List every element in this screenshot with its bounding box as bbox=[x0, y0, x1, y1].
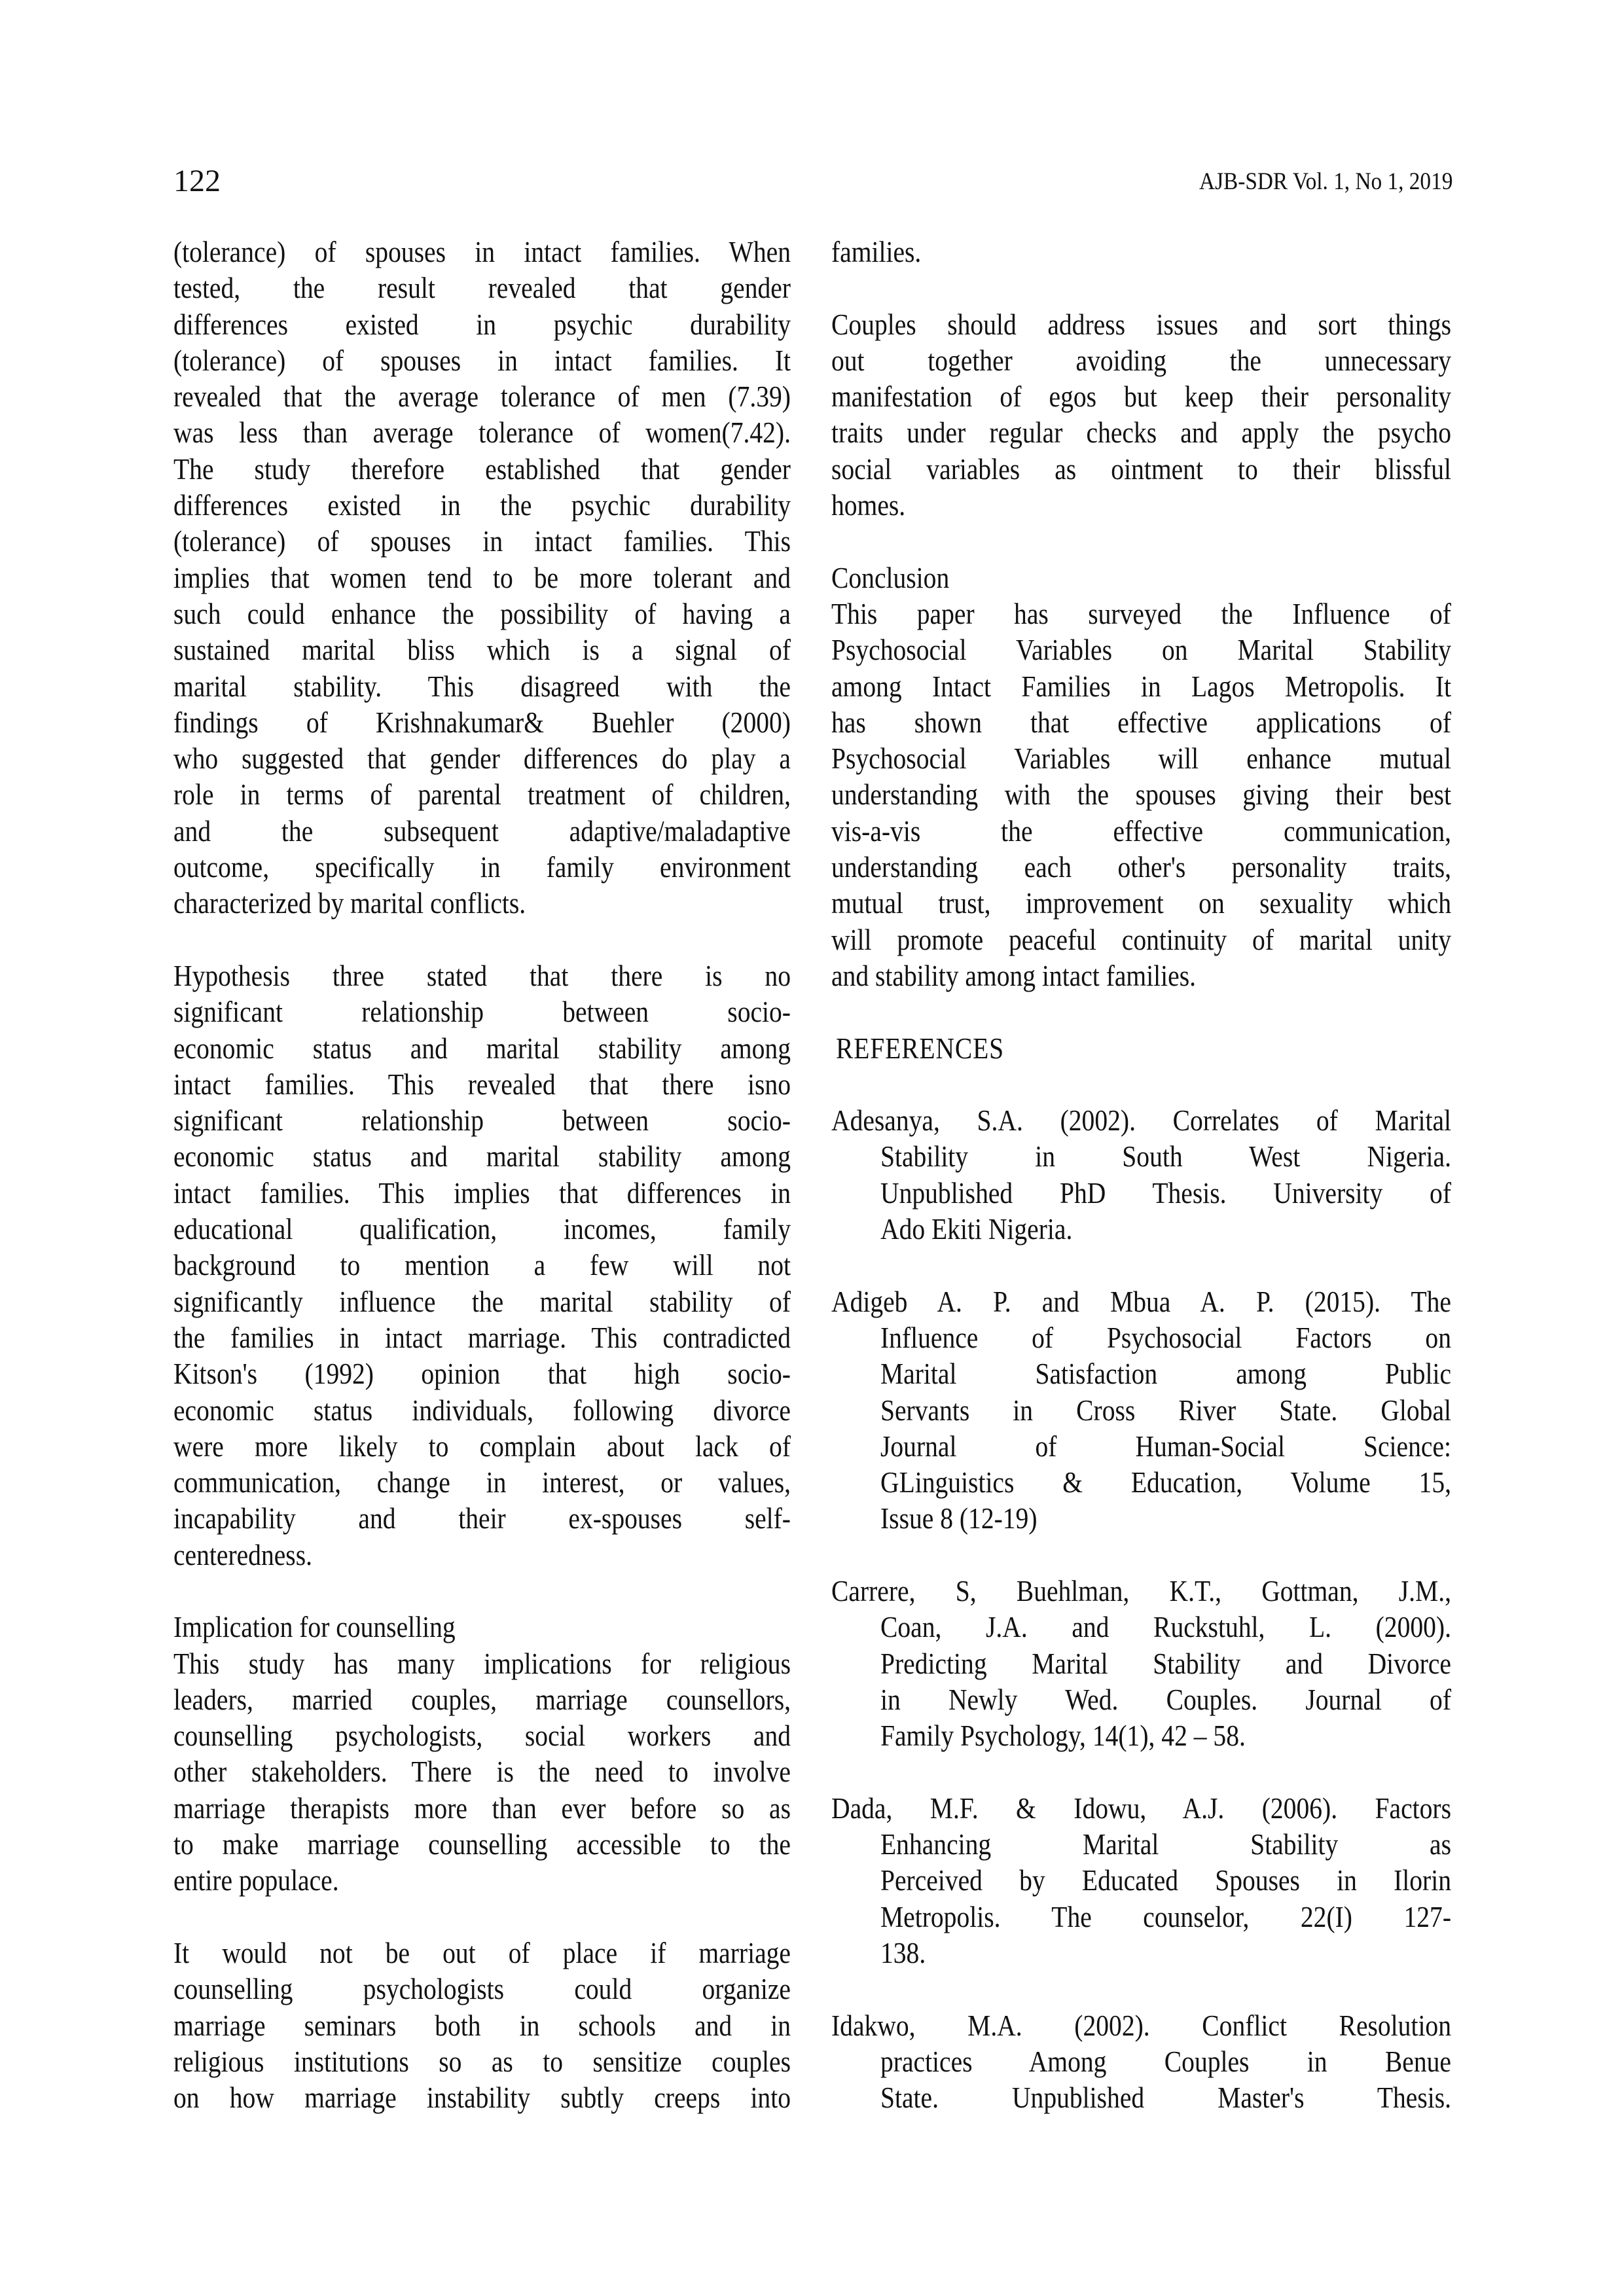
text-line: will promote peaceful continuity of marital unity bbox=[831, 922, 1451, 956]
section-heading-implication: Implication for counselling bbox=[173, 1610, 456, 1644]
paragraph-couples bbox=[831, 306, 1451, 524]
references-heading: REFERENCES bbox=[836, 1031, 1004, 1065]
text-line: vis-a-vis the effective communication, bbox=[831, 814, 1451, 848]
text-line: differences existed in psychic durability bbox=[173, 307, 791, 341]
paragraph-spacer bbox=[173, 1899, 791, 1935]
text-line: revealed that the average tolerance of men (7.39) bbox=[173, 380, 791, 414]
text-line: communication, change in interest, or values, bbox=[173, 1465, 791, 1499]
reference-line: Adesanya, S.A. (2002). Correlates of Marital bbox=[831, 1103, 1451, 1138]
text-line: the families in intact marriage. This contradicted bbox=[173, 1320, 791, 1354]
reference-line: practices Among Couples in Benue bbox=[880, 2044, 1451, 2078]
text-line: leaders, married couples, marriage counsellors, bbox=[173, 1682, 791, 1716]
text-line: significantly influence the marital stability of bbox=[173, 1284, 791, 1318]
text-line: economic status individuals, following divorce bbox=[173, 1393, 791, 1427]
text-line: entire populace. bbox=[173, 1863, 339, 1897]
paragraph-seminars bbox=[173, 1935, 791, 2115]
text-line: sustained marital bliss which is a signal of bbox=[173, 633, 791, 667]
text-line: findings of Krishnakumar& Buehler (2000) bbox=[173, 705, 791, 739]
text-line: Hypothesis three stated that there is no bbox=[173, 958, 791, 992]
text-line: religious institutions so as to sensitize couples bbox=[173, 2044, 791, 2078]
reference-line: Ado Ekiti Nigeria. bbox=[880, 1212, 1073, 1246]
text-line: This paper has surveyed the Influence of bbox=[831, 596, 1451, 630]
reference-line: Dada, M.F. & Idowu, A.J. (2006). Factors bbox=[831, 1791, 1451, 1825]
text-line: marriage seminars both in schools and in bbox=[173, 2008, 791, 2042]
reference-entry bbox=[831, 1283, 1451, 1537]
left-column bbox=[173, 234, 791, 2115]
text-line: understanding each other's personality traits, bbox=[831, 850, 1451, 884]
text-line: mutual trust, improvement on sexuality which bbox=[831, 886, 1451, 920]
reference-line: Journal of Human-Social Science: bbox=[880, 1429, 1451, 1463]
text-line: Psychosocial Variables on Marital Stability bbox=[831, 633, 1451, 667]
text-line: economic status and marital stability among bbox=[173, 1031, 791, 1065]
text-line: intact families. This implies that differences in bbox=[173, 1175, 791, 1210]
text-line: manifestation of egos but keep their personality bbox=[831, 380, 1451, 414]
reference-entry bbox=[831, 1790, 1451, 1971]
reference-line: Enhancing Marital Stability as bbox=[880, 1827, 1451, 1861]
text-line: centeredness. bbox=[173, 1537, 312, 1571]
reference-line: Idakwo, M.A. (2002). Conflict Resolution bbox=[831, 2008, 1451, 2042]
text-line: homes. bbox=[831, 488, 906, 522]
reference-line: Servants in Cross River State. Global bbox=[880, 1393, 1451, 1427]
paragraph-spacer bbox=[173, 922, 791, 958]
reference-line: Metropolis. The counselor, 22(I) 127- bbox=[880, 1899, 1451, 1933]
reference-entry bbox=[831, 1102, 1451, 1247]
reference-line: Unpublished PhD Thesis. University of bbox=[880, 1175, 1451, 1210]
text-line: who suggested that gender differences do play a bbox=[173, 742, 791, 776]
text-line: on how marriage instability subtly creeps into bbox=[173, 2081, 791, 2115]
text-line: social variables as ointment to their blissful bbox=[831, 452, 1451, 486]
reference-entry bbox=[831, 2007, 1451, 2116]
text-line: and the subsequent adaptive/maladaptive bbox=[173, 814, 791, 848]
running-head: AJB-SDR Vol. 1, No 1, 2019 bbox=[1199, 168, 1453, 195]
text-line: significant relationship between socio- bbox=[173, 1103, 791, 1138]
text-line: Psychosocial Variables will enhance mutual bbox=[831, 742, 1451, 776]
reference-line: Predicting Marital Stability and Divorce bbox=[880, 1646, 1451, 1680]
text-line: It would not be out of place if marriage bbox=[173, 1935, 791, 1969]
reference-line: Carrere, S, Buehlman, K.T., Gottman, J.M., bbox=[831, 1573, 1451, 1607]
text-line: marriage therapists more than ever before so as bbox=[173, 1791, 791, 1825]
text-line: background to mention a few will not bbox=[173, 1248, 791, 1282]
text-line: to make marriage counselling accessible to the bbox=[173, 1827, 791, 1861]
reference-line: Influence of Psychosocial Factors on bbox=[880, 1320, 1451, 1354]
text-line: has shown that effective applications of bbox=[831, 705, 1451, 739]
text-line: incapability and their ex-spouses self- bbox=[173, 1501, 791, 1535]
paragraph-spacer bbox=[831, 270, 1451, 306]
text-line: intact families. This revealed that there isno bbox=[173, 1067, 791, 1101]
paragraph-tolerance bbox=[173, 234, 791, 922]
paragraph-implication bbox=[173, 1645, 791, 1899]
text-line: (tolerance) of spouses in intact families. This bbox=[173, 524, 791, 558]
paragraph-conclusion bbox=[831, 596, 1451, 994]
paragraph-spacer bbox=[831, 1753, 1451, 1789]
text-line: counselling psychologists could organize bbox=[173, 1972, 791, 2006]
text-line: understanding with the spouses giving their best bbox=[831, 778, 1451, 812]
text-line: This study has many implications for religious bbox=[173, 1646, 791, 1680]
text-line: such could enhance the possibility of having a bbox=[173, 596, 791, 630]
paragraph-spacer bbox=[831, 1066, 1451, 1102]
text-line: significant relationship between socio- bbox=[173, 995, 791, 1029]
text-line: out together avoiding the unnecessary bbox=[831, 343, 1451, 377]
reference-line: Issue 8 (12-19) bbox=[880, 1501, 1038, 1535]
reference-line: Adigeb A. P. and Mbua A. P. (2015). The bbox=[831, 1284, 1451, 1318]
paragraph-spacer bbox=[173, 1573, 791, 1609]
reference-line: in Newly Wed. Couples. Journal of bbox=[880, 1682, 1451, 1716]
reference-line: Stability in South West Nigeria. bbox=[880, 1139, 1451, 1174]
text-line: implies that women tend to be more tolerant and bbox=[173, 560, 791, 594]
paragraph-spacer bbox=[831, 1247, 1451, 1283]
reference-line: Marital Satisfaction among Public bbox=[880, 1357, 1451, 1391]
paragraph-spacer bbox=[831, 523, 1451, 559]
reference-line: 138. bbox=[880, 1935, 926, 1969]
page-number: 122 bbox=[173, 164, 221, 198]
text-line: counselling psychologists, social workers and bbox=[173, 1719, 791, 1753]
text-line: outcome, specifically in family environment bbox=[173, 850, 791, 884]
text-line: role in terms of parental treatment of children, bbox=[173, 778, 791, 812]
text-line: (tolerance) of spouses in intact families. When bbox=[173, 235, 791, 268]
text-line: marital stability. This disagreed with the bbox=[173, 669, 791, 703]
reference-line: GLinguistics & Education, Volume 15, bbox=[880, 1465, 1451, 1499]
text-line: tested, the result revealed that gender bbox=[173, 271, 791, 305]
paragraph-spacer bbox=[831, 994, 1451, 1030]
reference-line: Family Psychology, 14(1), 42 – 58. bbox=[880, 1719, 1246, 1753]
paragraph-spacer bbox=[831, 1971, 1451, 2007]
text-line: (tolerance) of spouses in intact families. It bbox=[173, 343, 791, 377]
text-line: Couples should address issues and sort things bbox=[831, 307, 1451, 341]
reference-line: Coan, J.A. and Ruckstuhl, L. (2000). bbox=[880, 1610, 1451, 1644]
text-line: among Intact Families in Lagos Metropolis. It bbox=[831, 669, 1451, 703]
text-line: differences existed in the psychic durability bbox=[173, 488, 791, 522]
reference-line: Perceived by Educated Spouses in Ilorin bbox=[880, 1863, 1451, 1897]
text-line: traits under regular checks and apply the psycho bbox=[831, 416, 1451, 450]
text-line: families. bbox=[831, 235, 922, 268]
right-column bbox=[831, 234, 1451, 2115]
text-line: characterized by marital conflicts. bbox=[173, 886, 526, 920]
reference-entry bbox=[831, 1573, 1451, 1753]
text-line: and stability among intact families. bbox=[831, 958, 1197, 992]
paragraph-hypothesis bbox=[173, 958, 791, 1573]
text-line: Kitson's (1992) opinion that high socio- bbox=[173, 1357, 791, 1391]
text-line: were more likely to complain about lack of bbox=[173, 1429, 791, 1463]
paragraph-spacer bbox=[831, 1537, 1451, 1573]
text-line: economic status and marital stability among bbox=[173, 1139, 791, 1174]
section-heading-conclusion: Conclusion bbox=[831, 560, 950, 594]
text-line: The study therefore established that gender bbox=[173, 452, 791, 486]
reference-line: State. Unpublished Master's Thesis. bbox=[880, 2081, 1451, 2115]
text-line: educational qualification, incomes, family bbox=[173, 1212, 791, 1246]
text-line: was less than average tolerance of women(7.42). bbox=[173, 416, 791, 450]
text-line: other stakeholders. There is the need to involve bbox=[173, 1755, 791, 1789]
